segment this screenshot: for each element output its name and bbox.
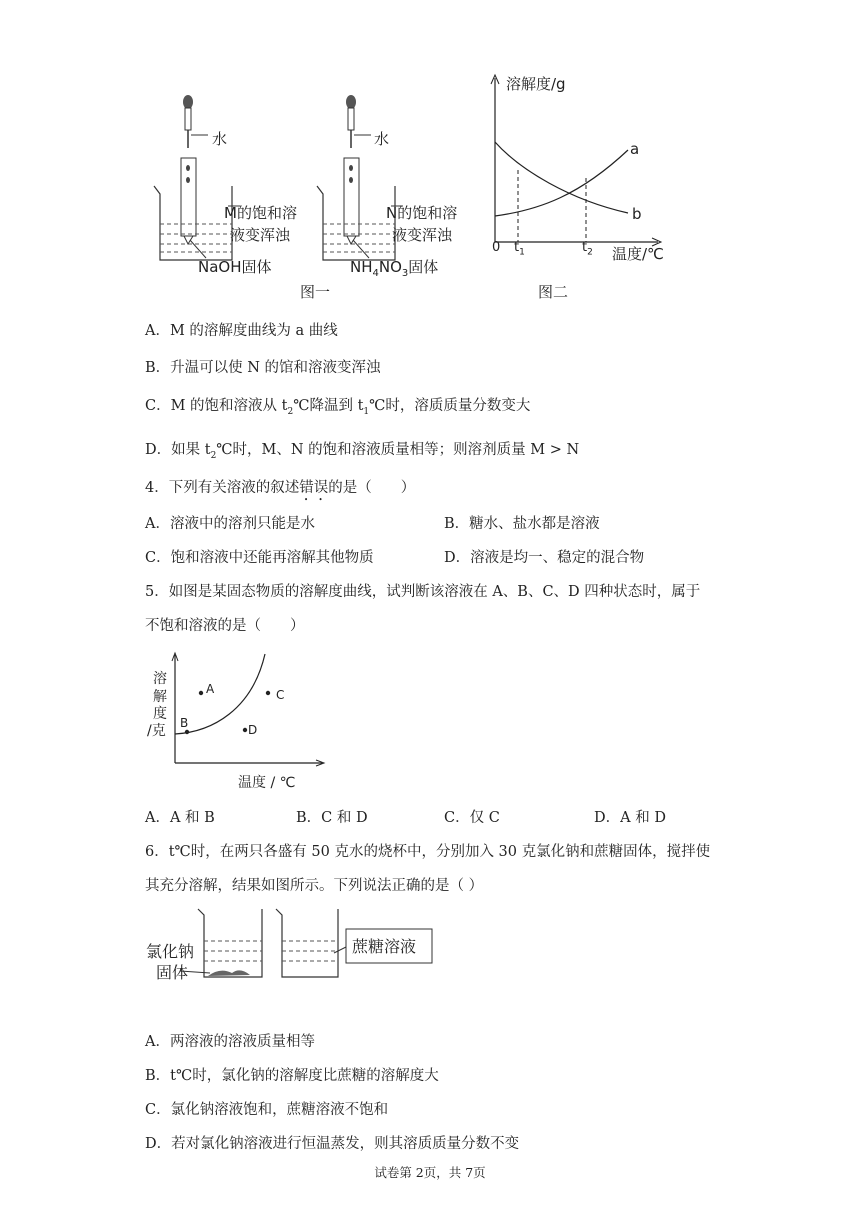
q6-stem-line1: 6．t℃时，在两只各盛有 50 克水的烧杯中，分别加入 30 克氯化钠和蔗糖固体，搅拌使 <box>145 844 711 860</box>
fig1-right-label-line1: N的饱和溶 <box>386 204 458 222</box>
right-apparatus <box>317 95 403 260</box>
q6-left-label-2: 固体 <box>156 963 189 982</box>
q5-solubility-chart <box>172 650 342 780</box>
fig1-left-label-line1: M的饱和溶 <box>224 204 297 222</box>
point-b-marker <box>185 730 189 734</box>
q6-right-label: 蔗糖溶液 <box>352 937 417 956</box>
fig2-curve-b-label: b <box>632 205 642 223</box>
q4-option-c: C．饱和溶液中还能再溶解其他物质 <box>145 550 374 566</box>
q6-option-a: A．两溶液的溶液质量相等 <box>145 1034 315 1050</box>
dropper-bulb <box>183 95 193 109</box>
q5-ylabel-1: 溶 <box>153 671 167 687</box>
solubility-curve <box>175 654 265 734</box>
q5-stem-line2: 不饱和溶液的是（ ） <box>145 618 305 634</box>
q4-option-a: A．溶液中的溶剂只能是水 <box>145 516 315 532</box>
q4-option-b: B．糖水、盐水都是溶液 <box>444 516 600 532</box>
q5-ylabel-2: 解 <box>153 689 167 705</box>
point-c-marker <box>266 691 270 695</box>
fig2-origin: 0 <box>492 240 501 255</box>
q6-option-b: B．t℃时，氯化钠的溶解度比蔗糖的溶解度大 <box>145 1068 439 1084</box>
q5-stem-line1: 5．如图是某固态物质的溶解度曲线，试判断该溶液在 A、B、C、D 四种状态时，属于 <box>145 584 701 600</box>
figure-2-solubility-chart <box>480 70 670 270</box>
nacl-solid <box>208 970 250 976</box>
fig1-caption: 图一 <box>300 283 331 301</box>
q6-option-c: C．氯化钠溶液饱和，蔗糖溶液不饱和 <box>145 1102 389 1118</box>
q3-option-b: B．升温可以使 N 的馆和溶液变浑浊 <box>145 360 381 376</box>
point-a-marker <box>199 691 203 695</box>
q5-ylabel-4: /克 <box>147 723 166 739</box>
q5-ylabel-3: 度 <box>153 706 167 722</box>
fig1-right-solid-label: $NH_4NO_3$固体 <box>350 258 439 279</box>
q4-option-d: D．溶液是均一、稳定的混合物 <box>444 550 645 566</box>
fig1-left-solid-label: NaOH固体 <box>198 258 272 276</box>
q5-point-c-label: C <box>276 688 285 702</box>
q3-option-c: C．M 的饱和溶液从 $t_2℃$降温到 $t_1℃$时，溶质质量分数变大 <box>145 398 531 417</box>
fig1-left-label-line2: 液变浑浊 <box>230 226 291 244</box>
fig2-t1-label: $t_1$ <box>514 240 525 258</box>
q5-option-b: B．C 和 D <box>296 810 368 826</box>
q5-option-c: C．仅 C <box>444 810 500 826</box>
fig1-left-water-label: 水 <box>212 130 228 148</box>
q6-option-d: D．若对氯化钠溶液进行恒温蒸发，则其溶质质量分数不变 <box>145 1136 520 1152</box>
fig1-right-label-line2: 液变浑浊 <box>392 226 453 244</box>
left-apparatus <box>154 95 240 260</box>
q6-stem-line2: 其充分溶解，结果如图所示。下列说法正确的是（ ） <box>145 878 484 894</box>
fig2-xlabel: 温度/℃ <box>612 245 664 263</box>
q5-xlabel: 温度 / ℃ <box>238 775 296 791</box>
fig2-caption: 图二 <box>538 283 569 301</box>
q5-point-a-label: A <box>206 682 215 696</box>
q4-emphasis: 错误 <box>299 480 329 496</box>
q5-point-b-label: B <box>180 716 189 730</box>
fig2-t2-label: $t_2$ <box>582 240 593 258</box>
dropper-bulb <box>346 95 356 109</box>
q3-option-a: A．M 的溶解度曲线为 a 曲线 <box>145 323 338 339</box>
curve-b <box>495 142 628 213</box>
q5-point-d-label: D <box>248 723 258 737</box>
fig2-ylabel: 溶解度/g <box>506 75 566 93</box>
q5-option-a: A．A 和 B <box>145 810 215 826</box>
fig2-curve-a-label: a <box>630 140 640 158</box>
q6-left-label-1: 氯化钠 <box>146 942 195 961</box>
q4-stem: 4．下列有关溶液的叙述错误的是（ ） <box>145 480 416 496</box>
fig1-right-water-label: 水 <box>374 130 390 148</box>
q3-option-d: D．如果 $t_2℃$时，M、N 的饱和溶液质量相等；则溶剂质量 M > N <box>145 442 580 461</box>
point-d-marker <box>243 728 247 732</box>
page-footer: 试卷第 2页，共 7页 <box>374 1165 486 1180</box>
q5-option-d: D．A 和 D <box>594 810 666 826</box>
